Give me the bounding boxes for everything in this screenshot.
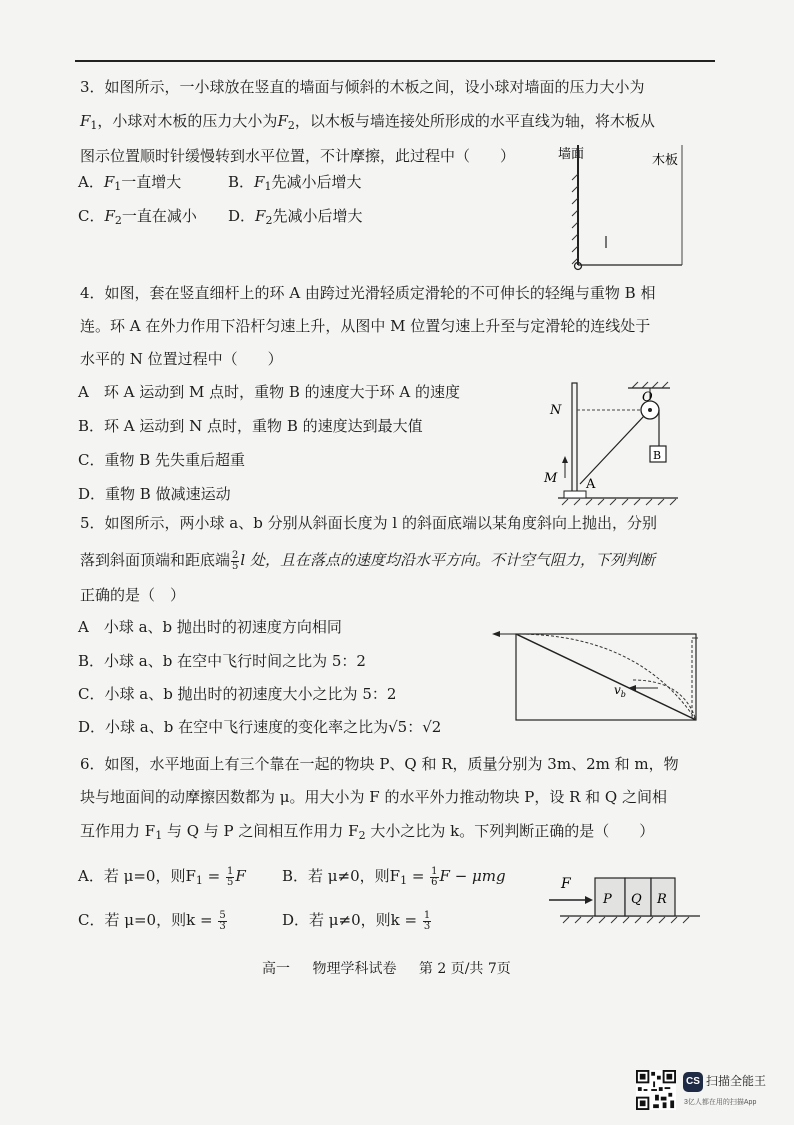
camscanner-name: 扫描全能王	[706, 1074, 767, 1088]
fig-n-label: N	[550, 403, 562, 418]
q6-option-c: C．若 μ=0，则k = $\frac{5}{3}$	[78, 909, 226, 932]
q5-line3: 正确的是（ ）	[80, 586, 186, 604]
qr-code-icon	[636, 1070, 676, 1110]
q4-option-b: B．环 A 运动到 N 点时，重物 B 的速度达到最大值	[78, 417, 423, 435]
fig-block-p-label: P	[603, 892, 612, 907]
q5-line1: 5．如图所示，两小球 a、b 分别从斜面长度为 l 的斜面底端以某角度斜向上抛出，分别	[80, 514, 657, 532]
q6-line2: 块与地面间的动摩擦因数都为 μ。用大小为 F 的水平外力推动物块 P，设 R 和 Q 之间相	[80, 788, 667, 806]
fig-m-label: M	[544, 471, 558, 486]
footer-page-number: 第 2 页/共 7页	[418, 961, 511, 977]
camscanner-tagline: 3亿人都在用的扫描App	[684, 1099, 757, 1106]
fig-weight-b-label: B	[653, 449, 662, 462]
q4-line2: 连。环 A 在外力作用下沿杆匀速上升，从图中 M 位置匀速上升至与定滑轮的连线处于	[80, 317, 651, 335]
q5-option-a: A 小球 a、b 抛出时的初速度方向相同	[78, 618, 342, 636]
q5-option-b: B．小球 a、b 在空中飞行时间之比为 5：2	[78, 652, 366, 670]
q5-option-d: D．小球 a、b 在空中飞行速度的变化率之比为√5：√2	[78, 718, 442, 736]
q3-option-a: A．$F_1$一直增大	[78, 173, 182, 193]
q4-line1: 4．如图，套在竖直细杆上的环 A 由跨过光滑轻质定滑轮的不可伸长的轻绳与重物 B 相	[80, 284, 656, 302]
q6-option-a: A．若 μ=0，则$F_1$ = $\frac{1}{5}$ F	[78, 865, 246, 888]
fig-force-label: F	[561, 876, 571, 892]
q5-option-c: C．小球 a、b 抛出时的初速度大小之比为 5：2	[78, 685, 397, 703]
q3-line2: $F_1$，小球对木板的压力大小为$F_2$，以木板与墙连接处所形成的水平直线为轴，将木板从	[80, 112, 655, 132]
q3-wall-board-figure	[550, 140, 700, 275]
q4-option-a: A 环 A 运动到 M 点时，重物 B 的速度大于环 A 的速度	[78, 383, 461, 401]
q6-line1: 6．如图，水平地面上有三个靠在一起的物块 P、Q 和 R，质量分别为 3m、2m 和 m，物	[80, 755, 679, 773]
header-rule	[75, 60, 715, 62]
fig-block-q-label: Q	[631, 892, 642, 907]
q4-line3: 水平的 N 位置过程中（ ）	[80, 350, 283, 368]
camscanner-logo-icon: CS	[683, 1072, 703, 1092]
q6-blocks-figure	[545, 868, 705, 928]
page-footer	[262, 958, 529, 978]
q4-option-d: D．重物 B 做减速运动	[78, 485, 231, 503]
q3-option-c: C．$F_2$一直在减小	[78, 207, 197, 227]
q3-line3: 图示位置顺时针缓慢转到水平位置，不计摩擦，此过程中（ ）	[80, 147, 516, 165]
fig-ring-a-label: A	[586, 477, 596, 492]
q4-pulley-figure	[528, 378, 688, 508]
fig-block-r-label: R	[657, 892, 667, 907]
fig-vb-label: $v_b$	[614, 683, 626, 699]
q6-option-b: B．若 μ≠0，则$F_1$ = $\frac{1}{6}$ F − μmg	[282, 865, 506, 888]
q4-option-c: C．重物 B 先失重后超重	[78, 451, 246, 469]
q6-option-d: D．若 μ≠0，则k = $\frac{1}{3}$	[282, 909, 431, 932]
fig-board-label: 木板	[652, 153, 679, 168]
q5-incline-figure	[488, 620, 703, 725]
q3-option-d: D．$F_2$先减小后增大	[228, 207, 363, 227]
q3-option-b: B．$F_1$先减小后增大	[228, 173, 362, 193]
fig-wall-label: 墙面	[558, 147, 585, 162]
q6-line3: 互作用力 $F_1$ 与 Q 与 P 之间相互作用力 $F_2$ 大小之比为 k。下列判断正确的是（ ）	[80, 822, 655, 842]
footer-grade: 高一	[262, 961, 290, 977]
q3-line1: 3．如图所示，一小球放在竖直的墙面与倾斜的木板之间，设小球对墙面的压力大小为	[80, 78, 645, 96]
q5-line2: 落到斜面顶端和距底端 $\frac{2}{5}$ l 处，且在落点的速度均沿水平方向。不计空气阻力，下列判断	[80, 549, 655, 572]
fig-pulley-o-label: O	[642, 390, 653, 405]
footer-subject: 物理学科试卷	[312, 961, 397, 977]
